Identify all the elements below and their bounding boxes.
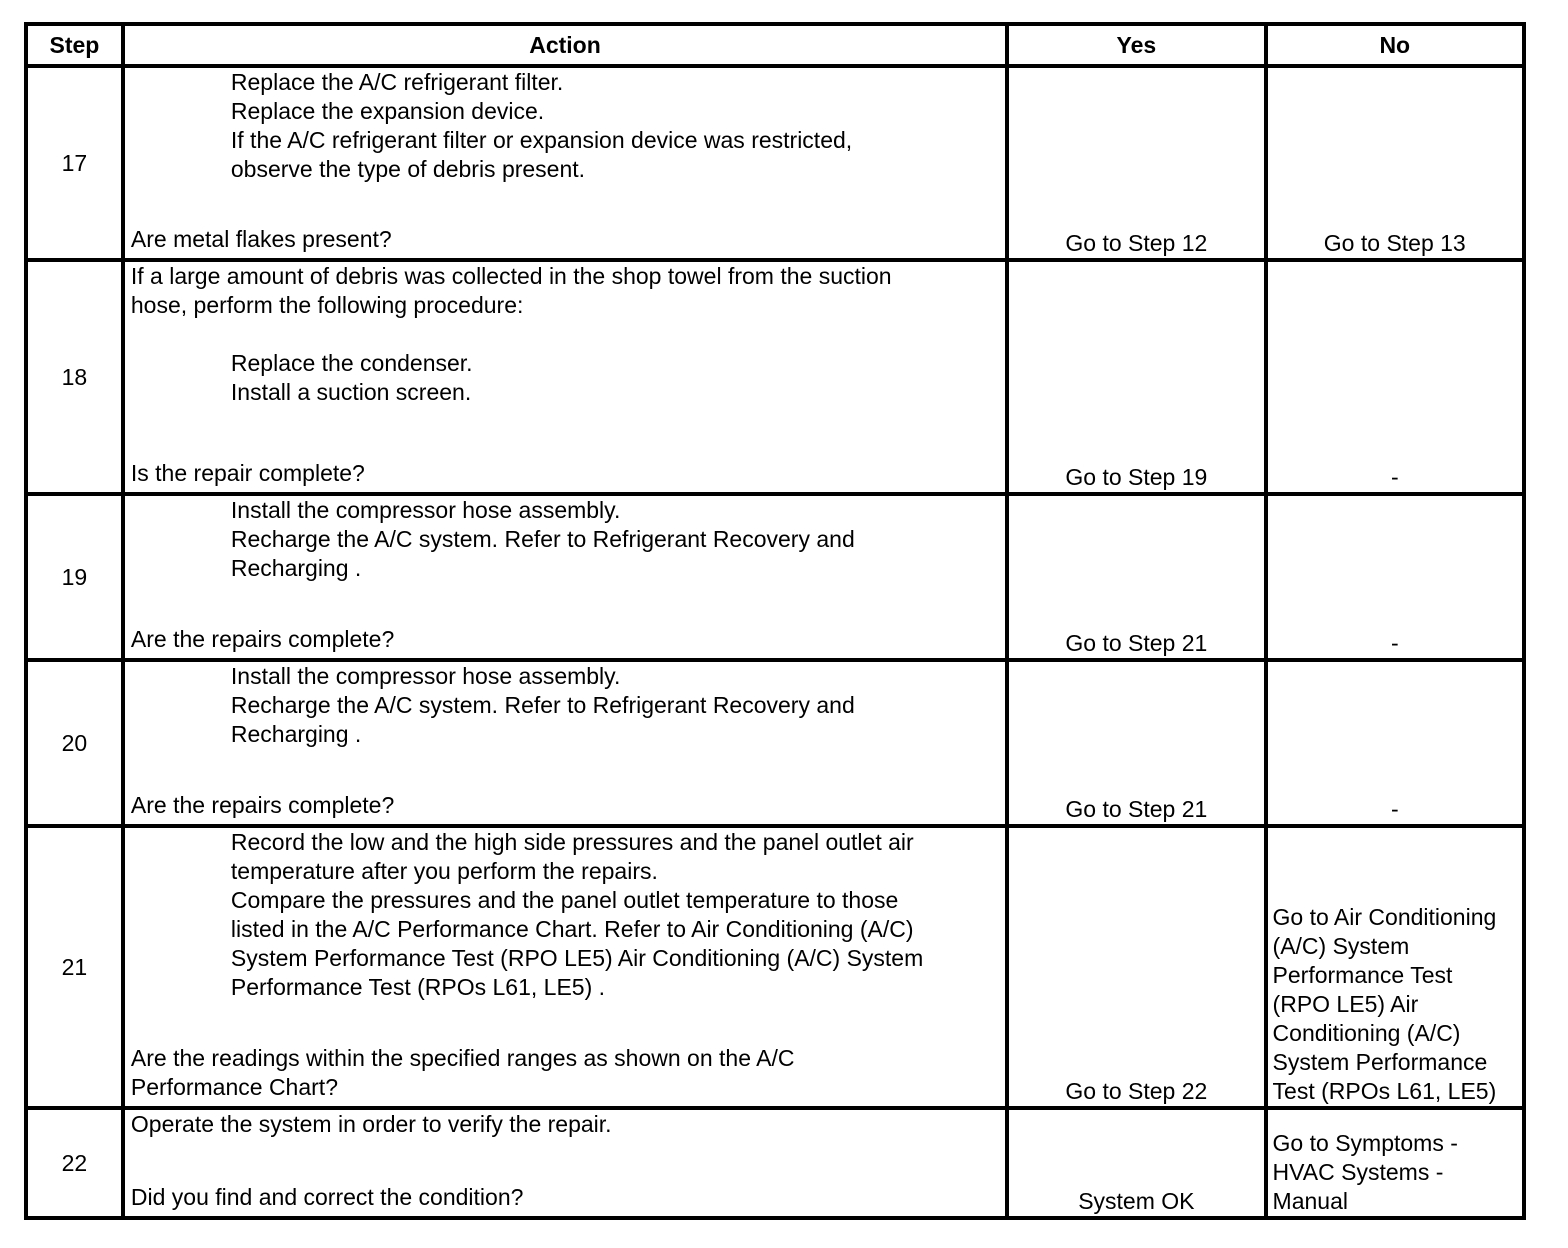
- yes-cell: System OK: [1007, 1108, 1265, 1218]
- no-cell: [1266, 494, 1524, 660]
- action-line: Replace the expansion device.: [230, 98, 545, 124]
- no-line: Go to Air Conditioning: [1272, 904, 1497, 930]
- step-number: 18: [26, 260, 123, 494]
- no-cell: [1266, 826, 1524, 1108]
- step-number: 20: [26, 660, 123, 826]
- step-number: 22: [26, 1108, 123, 1218]
- yes-cell: Go to Step 21: [1007, 494, 1265, 660]
- no-cell: [1266, 660, 1524, 826]
- step-number: 21: [26, 826, 123, 1108]
- action-line: Recharge the A/C system. Refer to Refrigerant Recovery and: [230, 692, 855, 718]
- no-line: Conditioning (A/C): [1272, 1020, 1461, 1046]
- action-line: Replace the A/C refrigerant filter.: [230, 69, 564, 95]
- action-line: Install the compressor hose assembly.: [230, 497, 621, 523]
- yes-cell: Go to Step 12: [1007, 66, 1265, 260]
- action-line: Operate the system in order to verify the repair.: [130, 1111, 612, 1137]
- diagnostic-table: [24, 22, 1526, 1220]
- action-cell: [123, 66, 1007, 260]
- action-line: observe the type of debris present.: [230, 156, 586, 182]
- action-line: Compare the pressures and the panel outlet temperature to those: [230, 887, 899, 913]
- action-line: listed in the A/C Performance Chart. Refer to Air Conditioning (A/C): [230, 916, 914, 942]
- no-cell: [1266, 66, 1524, 260]
- table-row: [26, 1108, 1524, 1218]
- action-question: Are the readings within the specified ranges as shown on the A/C: [130, 1045, 795, 1071]
- no-cell: [1266, 260, 1524, 494]
- no-line: Test (RPOs L61, LE5): [1272, 1078, 1497, 1104]
- table-row: [26, 660, 1524, 826]
- no-line: -: [1390, 464, 1399, 490]
- action-question: Performance Chart?: [130, 1074, 338, 1100]
- action-line: System Performance Test (RPO LE5) Air Conditioning (A/C) System: [230, 945, 924, 971]
- action-question: Are the repairs complete?: [130, 792, 395, 818]
- header-step: Step: [26, 24, 123, 66]
- action-line: Recharging .: [230, 555, 362, 581]
- header-action: Action: [123, 24, 1007, 66]
- header-yes: Yes: [1007, 24, 1265, 66]
- no-line: (A/C) System: [1272, 933, 1410, 959]
- table-row: [26, 66, 1524, 260]
- table-row: [26, 260, 1524, 494]
- action-line: Record the low and the high side pressures and the panel outlet air: [230, 829, 914, 855]
- no-line: -: [1390, 796, 1399, 822]
- no-line: Go to Step 13: [1323, 230, 1466, 256]
- action-line: Recharging .: [230, 721, 362, 747]
- header-no: No: [1266, 24, 1524, 66]
- no-cell: [1266, 1108, 1524, 1218]
- header-row: [26, 24, 1524, 66]
- action-line: Install a suction screen.: [230, 379, 472, 405]
- action-line: temperature after you perform the repairs.: [230, 858, 658, 884]
- yes-cell: Go to Step 19: [1007, 260, 1265, 494]
- action-line: Recharge the A/C system. Refer to Refrigerant Recovery and: [230, 526, 855, 552]
- action-line: Replace the condenser.: [230, 350, 473, 376]
- action-cell: [123, 826, 1007, 1108]
- action-cell: [123, 260, 1007, 494]
- no-line: HVAC Systems -: [1272, 1159, 1444, 1185]
- yes-cell: Go to Step 22: [1007, 826, 1265, 1108]
- action-line: Install the compressor hose assembly.: [230, 663, 621, 689]
- table-row: [26, 826, 1524, 1108]
- action-line: Performance Test (RPOs L61, LE5) .: [230, 974, 606, 1000]
- no-line: (RPO LE5) Air: [1272, 991, 1419, 1017]
- action-line: If a large amount of debris was collected in the shop towel from the suction: [130, 263, 892, 289]
- action-cell: [123, 494, 1007, 660]
- action-line: If the A/C refrigerant filter or expansion device was restricted,: [230, 127, 853, 153]
- yes-cell: Go to Step 21: [1007, 660, 1265, 826]
- table-row: [26, 494, 1524, 660]
- no-line: Manual: [1272, 1188, 1348, 1214]
- step-number: 19: [26, 494, 123, 660]
- action-line: hose, perform the following procedure:: [130, 292, 524, 318]
- action-question: Are metal flakes present?: [130, 226, 392, 252]
- step-number: 17: [26, 66, 123, 260]
- no-line: -: [1390, 630, 1399, 656]
- no-line: Performance Test: [1272, 962, 1453, 988]
- action-cell: [123, 1108, 1007, 1218]
- no-line: System Performance: [1272, 1049, 1488, 1075]
- action-question: Is the repair complete?: [130, 460, 365, 486]
- no-line: Go to Symptoms -: [1272, 1130, 1458, 1156]
- action-question: Are the repairs complete?: [130, 626, 395, 652]
- action-question: Did you find and correct the condition?: [130, 1184, 524, 1210]
- action-cell: [123, 660, 1007, 826]
